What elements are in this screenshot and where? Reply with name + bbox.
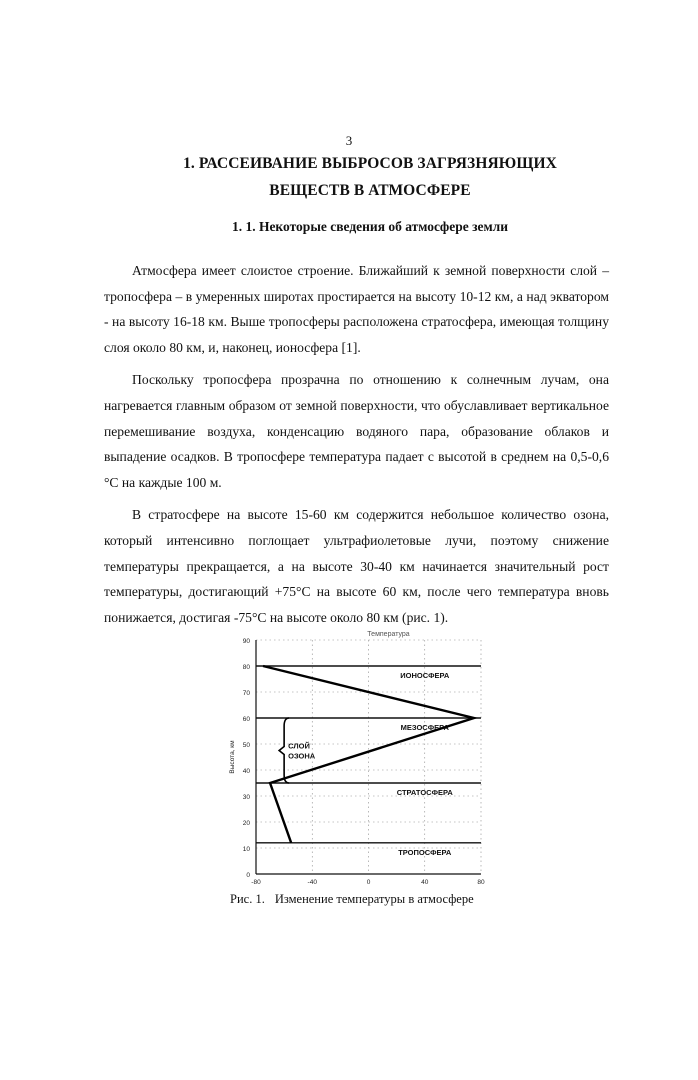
- y-tick-label: 0: [246, 872, 250, 879]
- paragraph-2: Поскольку тропосфера прозрачна по отношению к солнечным лучам, она нагревается главным образом от земной поверхности, что обуславливает вертикальное перемешивание воздуха, конденсацию водяного пара, образование облаков и выпадение осадков. В тропосфере температура падает с высотой в среднем на 0,5-0,6 °С на каждые 100 м.: [104, 372, 609, 490]
- x-tick-label: -80: [251, 879, 261, 886]
- caption-label: Рис. 1.: [230, 892, 265, 906]
- temperature-chart: [226, 628, 496, 890]
- boundary-label: ИОНОСФЕРА: [400, 671, 450, 680]
- chapter-title-line-1: 1. РАССЕИВАНИЕ ВЫБРОСОВ ЗАГРЯЗНЯЮЩИХ: [183, 155, 557, 172]
- x-tick-label: 0: [366, 879, 371, 886]
- x-tick-label: 80: [477, 879, 485, 886]
- ozone-bracket: [279, 718, 289, 783]
- boundary-label: СТРАТОСФЕРА: [396, 788, 453, 797]
- page-number: 3: [345, 133, 353, 148]
- y-tick-label: 60: [242, 716, 250, 723]
- y-tick-label: 20: [242, 820, 250, 827]
- chart-title: Температура: [367, 631, 410, 638]
- caption-text: Изменение температуры в атмосфере: [274, 892, 474, 906]
- y-tick-label: 50: [242, 742, 250, 749]
- x-tick-label: 40: [421, 879, 429, 886]
- boundary-label: МЕЗОСФЕРА: [400, 723, 449, 732]
- y-tick-label: 10: [242, 846, 250, 853]
- paragraph-3: В стратосфере на высоте 15-60 км содержится небольшое количество озона, который интенсивно поглощает ультрафиолетовые лучи, поэтому снижение температуры прекращается, а на высоте 30-40 км начинается значительный рост температуры, достигающий +75°С на высоте 60 км, после чего температура вновь понижается, достигая -75°С на высоте около 80 км (рис. 1).: [104, 507, 609, 625]
- chapter-title: [150, 150, 590, 204]
- x-tick-label: -40: [307, 879, 317, 886]
- y-tick-label: 70: [242, 690, 250, 697]
- figure: [226, 628, 496, 890]
- y-axis-label: Высота, км: [229, 740, 236, 774]
- y-tick-label: 80: [242, 664, 250, 671]
- section-title: 1. 1. Некоторые сведения об атмосфере земли: [231, 219, 509, 234]
- paragraph-1: Атмосфера имеет слоистое строение. Ближайший к земной поверхности слой – тропосфера – в умеренных широтах простирается на высоту 10-12 км, а над экватором - на высоту 16-18 км. Выше тропосферы расположена стратосфера, имеющая толщину слоя около 80 км, и, наконец, ионосфера [1].: [104, 263, 609, 355]
- figure-caption: [230, 892, 530, 907]
- boundary-label: ТРОПОСФЕРА: [398, 847, 452, 857]
- chapter-title-line-2: ВЕЩЕСТВ В АТМОСФЕРЕ: [269, 182, 471, 199]
- y-tick-label: 40: [242, 768, 250, 775]
- y-tick-label: 90: [242, 638, 250, 645]
- ozone-label-line-2: ОЗОНА: [288, 751, 316, 761]
- ozone-label-line-1: СЛОЙ: [288, 741, 310, 751]
- y-tick-label: 30: [242, 794, 250, 801]
- body-text: [104, 258, 609, 637]
